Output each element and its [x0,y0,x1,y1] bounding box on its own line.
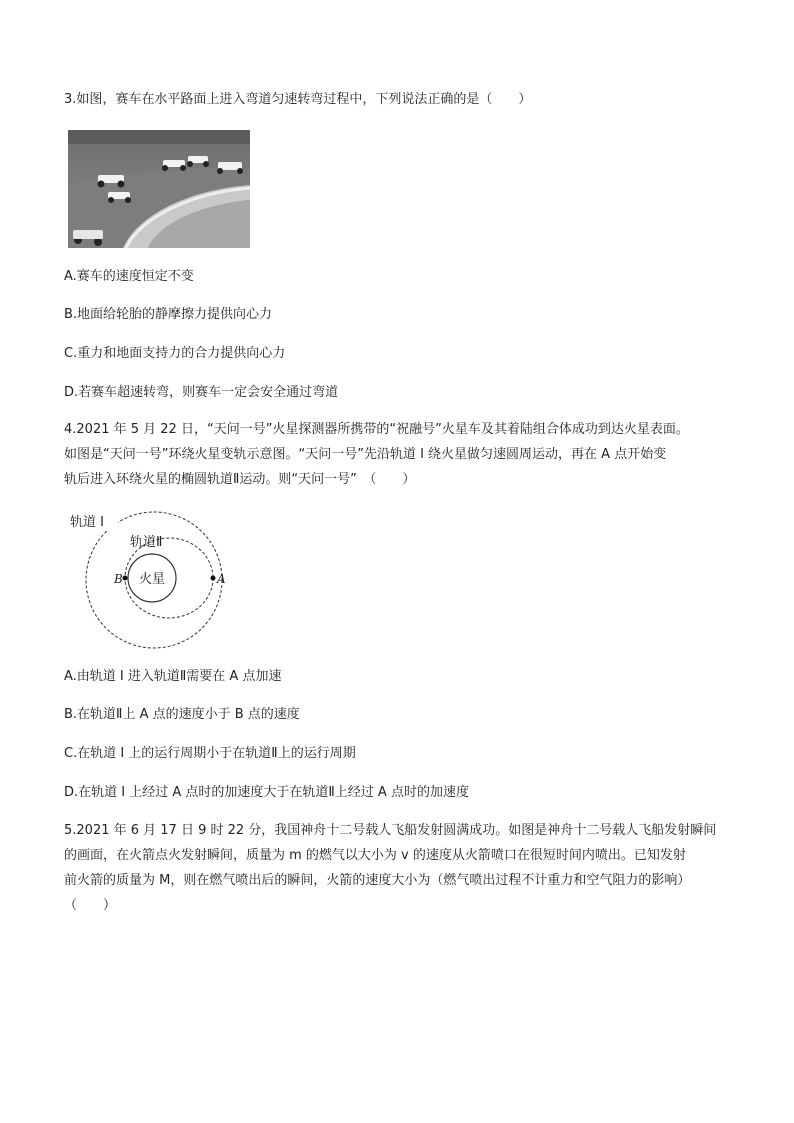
point-a-dot [211,576,216,581]
question-5-stem-line-4: （ ） [64,898,117,913]
q3-option-a: A.赛车的速度恒定不变 [64,269,194,284]
question-5-stem-line-2: 的画面，在火箭点火发射瞬间，质量为 m 的燃气以大小为 v 的速度从火箭喷口在很短时间内喷出。已知发射 [64,848,686,863]
race-car-photo [68,130,250,248]
q4-option-d: D.在轨道 I 上经过 A 点时的加速度大于在轨道Ⅱ上经过 A 点时的加速度 [64,785,469,800]
q3-option-d: D.若赛车超速转弯，则赛车一定会安全通过弯道 [64,385,339,400]
point-b-label: B [114,572,123,586]
point-b-dot [123,576,128,581]
orbit-diagram [66,508,236,653]
point-a-label: A [217,572,226,586]
q3-option-c: C.重力和地面支持力的合力提供向心力 [64,346,286,361]
question-4-stem-line-1: 4.2021 年 5 月 22 日，“天问一号”火星探测器所携带的“祝融号”火星车及其着陆组合体成功到达火星表面。 [64,422,689,437]
question-3-stem: 3.如图，赛车在水平路面上进入弯道匀速转弯过程中，下列说法正确的是（ ） [64,92,532,107]
q4-option-b: B.在轨道Ⅱ上 A 点的速度小于 B 点的速度 [64,707,300,722]
question-4-stem-line-2: 如图是“天问一号”环绕火星变轨示意图。“天问一号”先沿轨道 I 绕火星做匀速圆周运动，再在 A 点开始变 [64,447,667,462]
question-5-stem-line-1: 5.2021 年 6 月 17 日 9 时 22 分，我国神舟十二号载人飞船发射圆满成功。如图是神舟十二号载人飞船发射瞬间 [64,823,717,838]
orbit-2-label: 轨道Ⅱ [130,535,163,550]
question-5-stem-line-3: 前火箭的质量为 M，则在燃气喷出后的瞬间，火箭的速度大小为（燃气喷出过程不计重力和空气阻力的影响） [64,873,691,888]
q4-option-c: C.在轨道 I 上的运行周期小于在轨道Ⅱ上的运行周期 [64,746,356,761]
question-4-stem-line-3: 轨后进入环绕火星的椭圆轨道Ⅱ运动。则“天问一号” （ ） [64,472,416,487]
mars-label: 火星 [138,572,166,587]
orbit-1-label: 轨道 I [70,515,104,530]
q3-option-b: B.地面给轮胎的静摩擦力提供向心力 [64,307,273,322]
q4-option-a: A.由轨道 I 进入轨道Ⅱ需要在 A 点加速 [64,669,282,684]
